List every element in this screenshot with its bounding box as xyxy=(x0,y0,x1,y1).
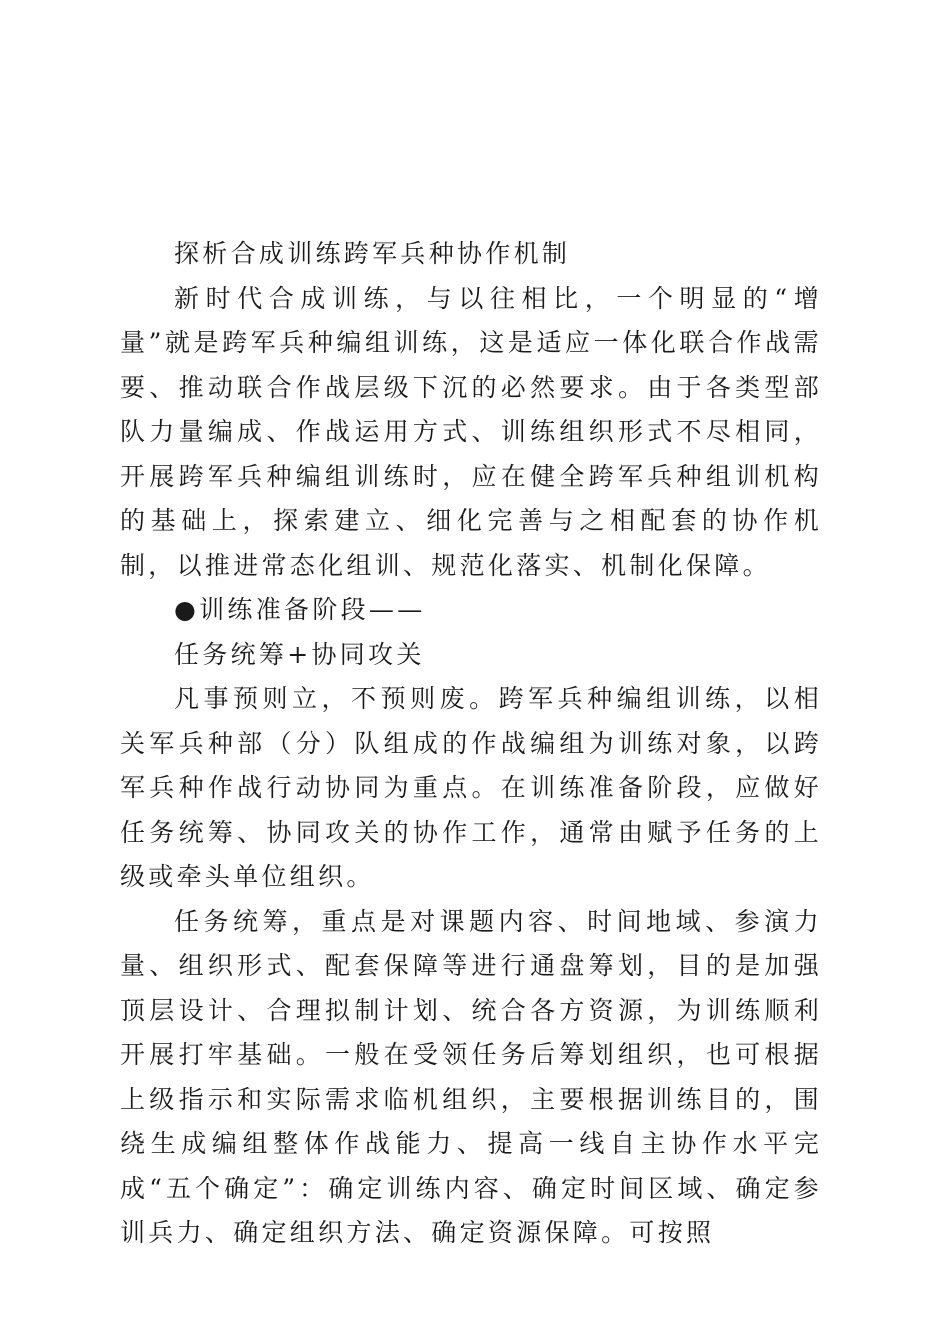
paragraph-task-planning: 任务统筹，重点是对课题内容、时间地域、参演力量、组织形式、配套保障等进行通盘筹划，目的是加强顶层设计、合理拟制计划、统合各方资源，为训练顺利开展打牢基础。一般在受领任务后筹划组织，也可根据上级指示和实际需求临机组织，主要根据训练目的，围绕生成编组整体作战能力、提高一线自主协作水平完成“五个确定”：确定训练内容、确定时间区域、确定参训兵力、确定组织方法、确定资源保障。可按照 xyxy=(120,906,822,1247)
section-subheading: 任务统筹+协同攻关 xyxy=(174,639,425,669)
document-body xyxy=(120,232,822,1256)
section-heading: ●训练准备阶段—— xyxy=(174,595,426,624)
paragraph-preparation: 凡事预则立，不预则废。跨军兵种编组训练，以相关军兵种部（分）队组成的作战编组为训练对象，以跨军兵种作战行动协同为重点。在训练准备阶段，应做好任务统筹、协同攻关的协作工作，通常由赋予任务的上级或牵头单位组织。 xyxy=(120,684,822,891)
document-title: 探析合成训练跨军兵种协作机制 xyxy=(174,239,571,268)
paragraph-intro: 新时代合成训练，与以往相比，一个明显的“增量”就是跨军兵种编组训练，这是适应一体化联合作战需要、推动联合作战层级下沉的必然要求。由于各类型部队力量编成、作战运用方式、训练组织形式不尽相同，开展跨军兵种编组训练时，应在健全跨军兵种组训机构的基础上，探索建立、细化完善与之相配套的协作机制，以推进常态化组训、规范化落实、机制化保障。 xyxy=(120,283,822,580)
